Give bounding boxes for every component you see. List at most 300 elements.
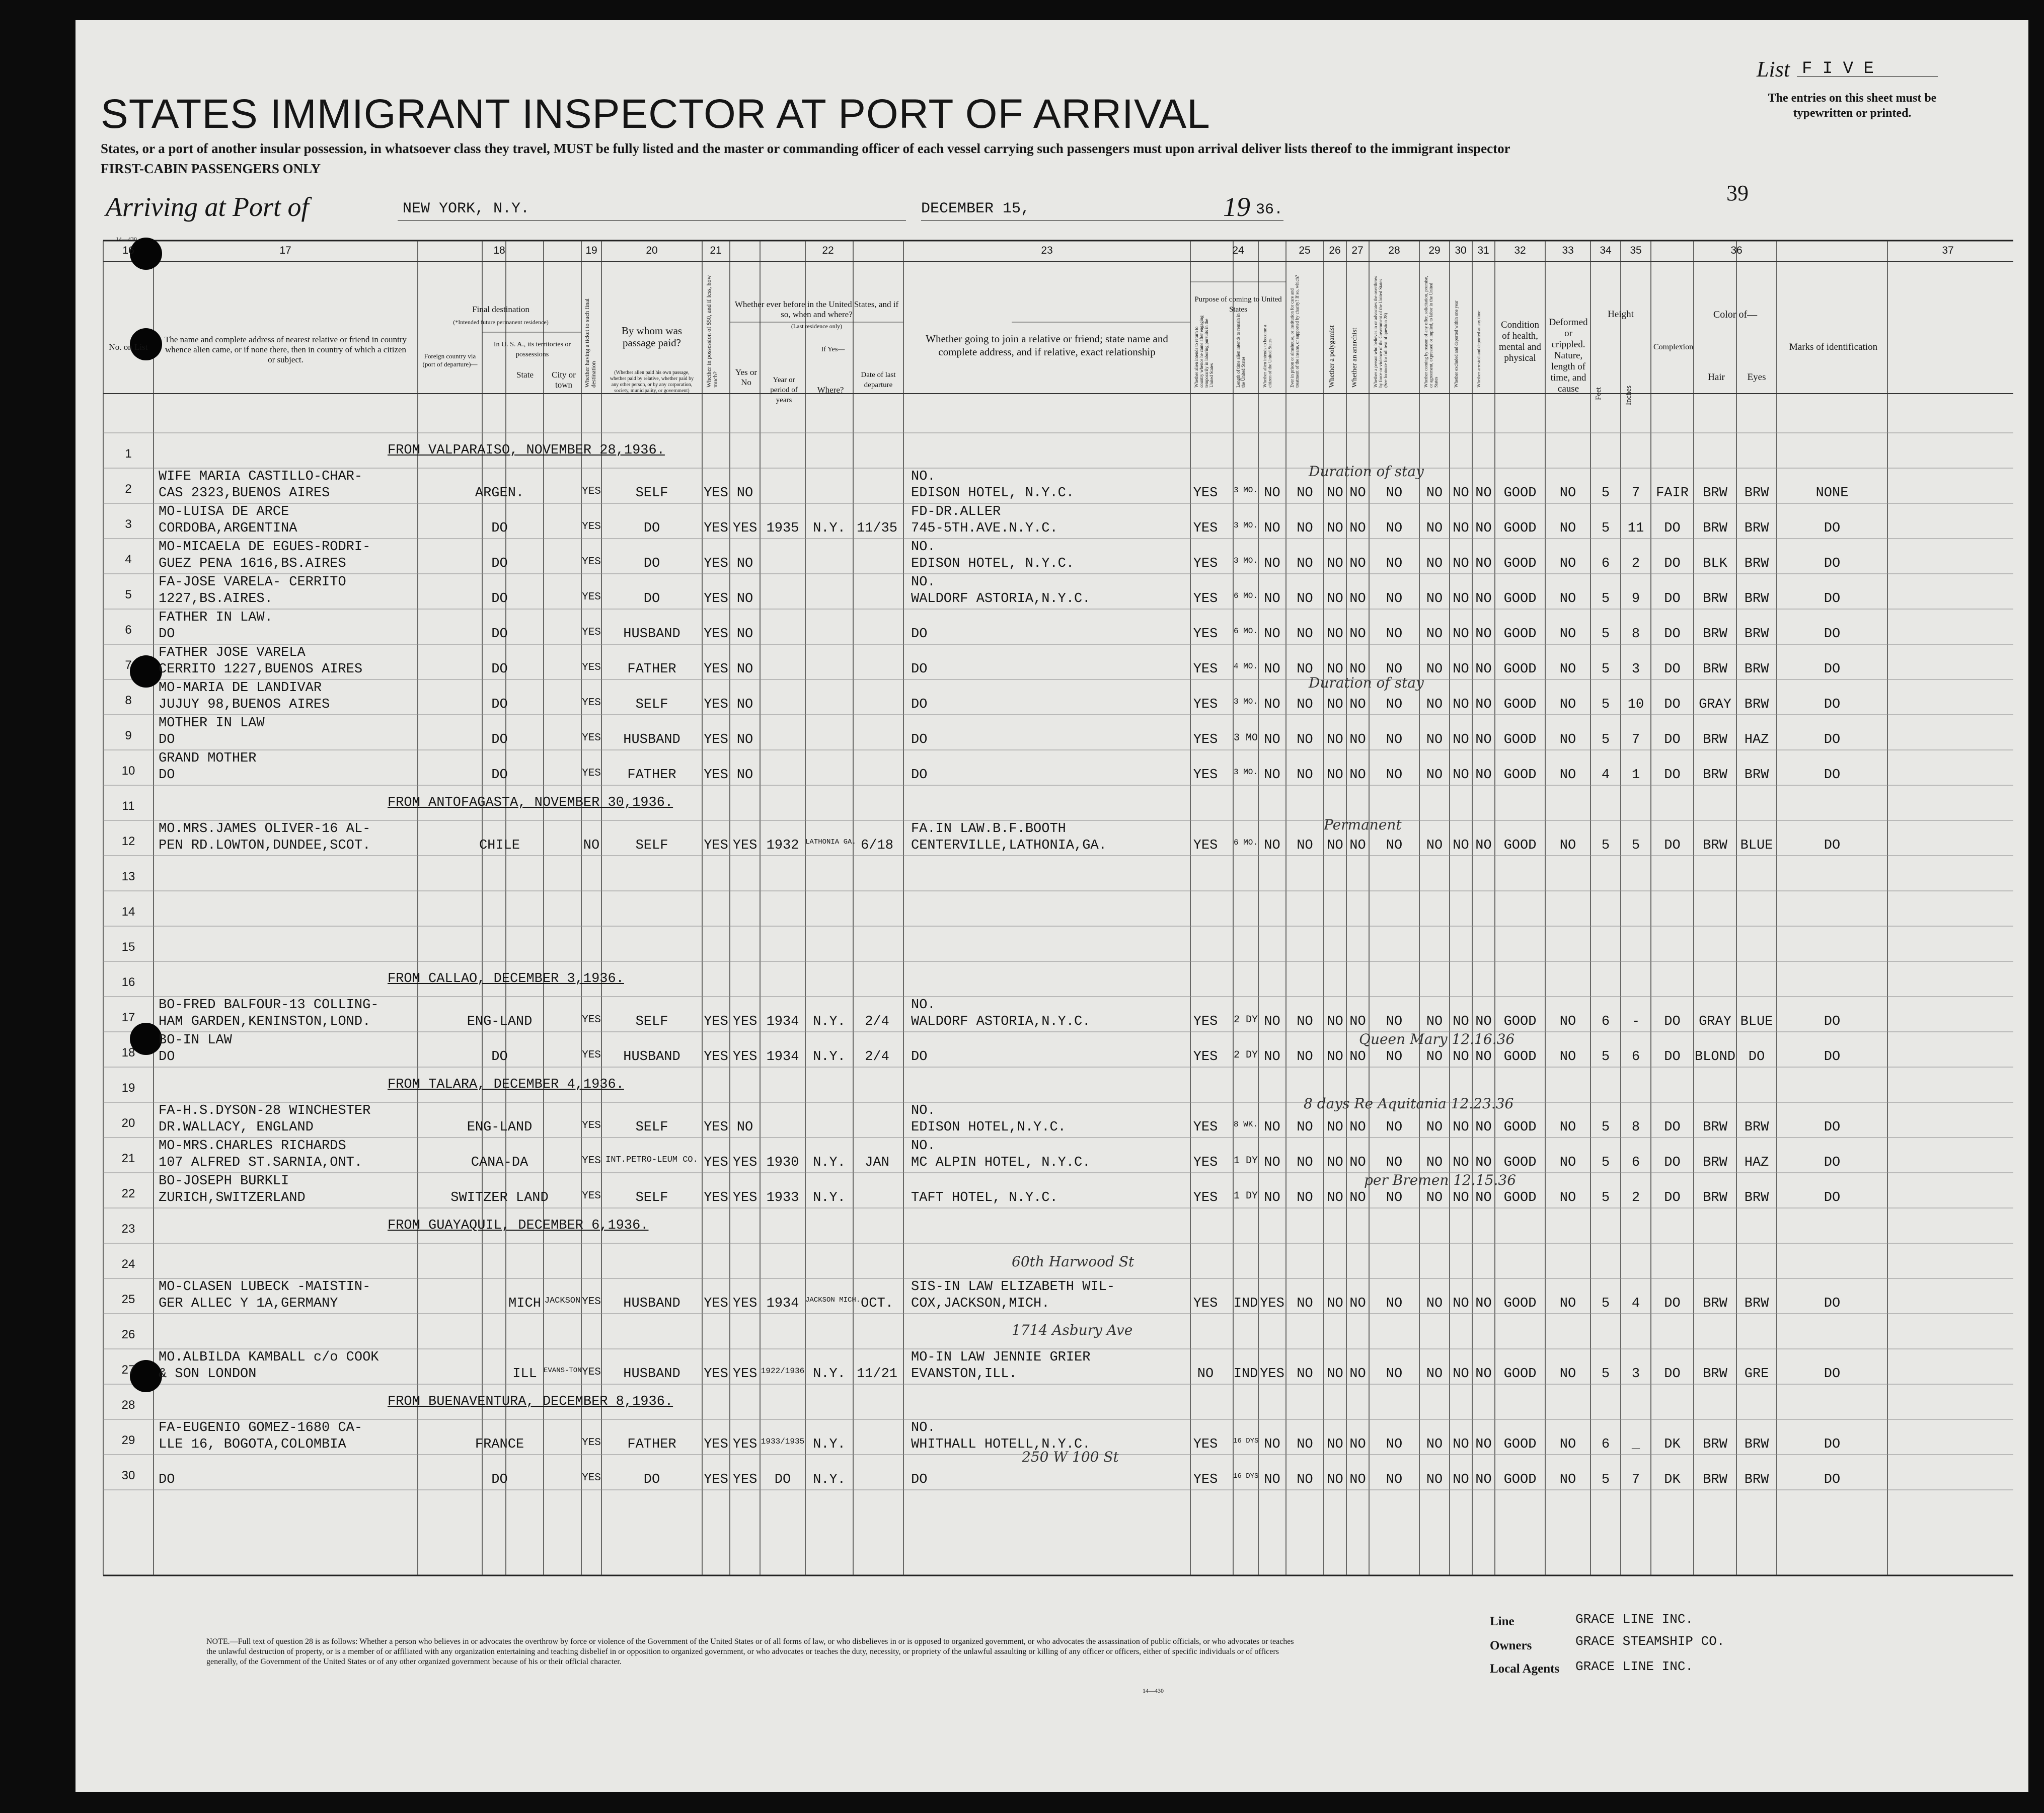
- field-c31: NO: [1475, 838, 1492, 853]
- field-c20: HUSBAND: [623, 1367, 680, 1382]
- field-c18: ENG-LAND: [467, 1014, 533, 1029]
- field-c31: NO: [1475, 521, 1492, 536]
- field-c18: CHILE: [479, 838, 520, 853]
- row-number: 25: [121, 1293, 135, 1306]
- field-c30: NO: [1453, 627, 1469, 642]
- field-c34a: 5: [1601, 521, 1610, 536]
- header-c36: Color of—: [1713, 309, 1758, 320]
- header-c18-usa: In U. S. A., its territories or possessions: [493, 341, 571, 358]
- relative-address-line1: BO-IN LAW: [159, 1033, 232, 1048]
- field-c24a: YES: [1193, 627, 1218, 642]
- field-c35: DO: [1664, 662, 1681, 677]
- field-c26: NO: [1327, 627, 1343, 642]
- field-c34a: 4: [1601, 768, 1610, 783]
- field-c27: NO: [1349, 556, 1366, 571]
- field-c33: NO: [1559, 486, 1576, 501]
- field-c20: HUSBAND: [623, 732, 680, 747]
- field-c24c: NO: [1264, 556, 1280, 571]
- line-value: GRACE LINE INC.: [1575, 1612, 1694, 1627]
- field-c27: NO: [1349, 1049, 1366, 1065]
- field-c34b: 7: [1631, 486, 1640, 501]
- header-c24-a: Whether alien intends to return to country whence he came after engaging temporarily in laboring pursuits in the United States: [1194, 315, 1214, 388]
- manifest-page: [75, 20, 2028, 1792]
- field-c24c: NO: [1264, 591, 1280, 607]
- row-number: 24: [121, 1257, 135, 1271]
- field-c26: NO: [1327, 591, 1343, 607]
- field-c24a: YES: [1193, 591, 1218, 607]
- field-c24b: 3 MO.: [1233, 697, 1258, 706]
- field-c33: NO: [1559, 768, 1576, 783]
- field-c22c: N.Y.: [813, 1014, 846, 1029]
- field-c24c: NO: [1264, 1472, 1280, 1487]
- field-c24c: NO: [1264, 1190, 1280, 1205]
- field-c24b: 3 MO.: [1233, 486, 1258, 495]
- field-c30: NO: [1453, 697, 1469, 712]
- column-number: 24: [1232, 245, 1244, 256]
- field-c19: YES: [582, 697, 601, 709]
- field-c30: NO: [1453, 1120, 1469, 1135]
- field-c24c: NO: [1264, 662, 1280, 677]
- field-c24c: NO: [1264, 1049, 1280, 1065]
- handwritten-annotation: 250 W 100 St: [1022, 1449, 1119, 1465]
- field-c36a: BRW: [1703, 768, 1727, 783]
- field-c22a: NO: [736, 556, 753, 571]
- field-c30: NO: [1453, 486, 1469, 501]
- field-c32: GOOD: [1503, 1367, 1537, 1382]
- column-number: 31: [1477, 245, 1489, 256]
- arriving-label: Arriving at Port of: [106, 192, 309, 222]
- field-c31: NO: [1475, 1155, 1492, 1170]
- field-c29: NO: [1426, 521, 1443, 536]
- field-c26: NO: [1327, 1437, 1343, 1452]
- field-c22a: NO: [736, 662, 753, 677]
- field-c36a: BRW: [1703, 1296, 1727, 1311]
- field-c24a: YES: [1193, 697, 1218, 712]
- field-c27: NO: [1349, 591, 1366, 607]
- field-c36b: BRW: [1744, 1190, 1769, 1205]
- field-c29: NO: [1426, 556, 1443, 571]
- relative-address-line2: PEN RD.LOWTON,DUNDEE,SCOT.: [159, 838, 371, 853]
- field-c33: NO: [1559, 662, 1576, 677]
- field-c28: NO: [1386, 697, 1403, 712]
- agents-value: GRACE LINE INC.: [1575, 1659, 1694, 1674]
- field-c33: NO: [1559, 521, 1576, 536]
- field-c36b: BLUE: [1740, 1014, 1773, 1029]
- relative-address-line1: FA-EUGENIO GOMEZ-1680 CA-: [159, 1420, 363, 1436]
- field-c28: NO: [1386, 1437, 1403, 1452]
- field-c32: GOOD: [1503, 1014, 1537, 1029]
- relative-address-line2: DO: [159, 1049, 175, 1065]
- field-c19: YES: [582, 1120, 601, 1131]
- row-number: 10: [121, 764, 135, 778]
- field-c22a: NO: [736, 591, 753, 607]
- row-number: 22: [121, 1187, 135, 1200]
- field-c35: DO: [1664, 556, 1681, 571]
- field-c24c: NO: [1264, 1014, 1280, 1029]
- field-c24a: YES: [1193, 1049, 1218, 1065]
- field-c18: DO: [491, 591, 508, 607]
- header-c22-date: Date of last departure: [861, 371, 896, 389]
- relative-address-line2: 107 ALFRED ST.SARNIA,ONT.: [159, 1155, 363, 1170]
- row-number: 29: [121, 1433, 135, 1447]
- field-c35: DK: [1664, 1472, 1681, 1487]
- field-c21: YES: [704, 1155, 728, 1170]
- field-c36a: BRW: [1703, 627, 1727, 642]
- header-c24-c: Whether alien intends to become a citizen of the United States: [1262, 325, 1272, 388]
- field-c33: NO: [1559, 591, 1576, 607]
- destination-contact-line2: EDISON HOTEL, N.Y.C.: [911, 486, 1075, 501]
- field-c31: NO: [1475, 662, 1492, 677]
- relative-address-line2: JUJUY 98,BUENOS AIRES: [159, 697, 330, 712]
- field-c36b: BRW: [1744, 521, 1769, 536]
- destination-contact-line2: DO: [911, 1472, 928, 1487]
- header-c22-year: Year or period of years: [770, 376, 798, 404]
- field-c32: GOOD: [1503, 1120, 1537, 1135]
- header-c34: Height: [1608, 309, 1634, 320]
- field-c25: NO: [1297, 1296, 1313, 1311]
- field-c25: NO: [1297, 838, 1313, 853]
- field-c29: NO: [1426, 1120, 1443, 1135]
- field-c27: NO: [1349, 662, 1366, 677]
- field-c30: NO: [1453, 662, 1469, 677]
- field-c22b: 1934: [766, 1296, 799, 1311]
- field-c22a: YES: [732, 838, 758, 853]
- field-c25: NO: [1297, 1120, 1313, 1135]
- field-c28: NO: [1386, 486, 1403, 501]
- field-c30: NO: [1453, 1296, 1469, 1311]
- column-number: 33: [1562, 245, 1574, 256]
- relative-address-line2: LLE 16, BOGOTA,COLOMBIA: [159, 1437, 346, 1452]
- field-c34a: 5: [1601, 1367, 1610, 1382]
- relative-address-line1: WIFE MARIA CASTILLO-CHAR-: [159, 469, 363, 484]
- column-number: 32: [1514, 245, 1526, 256]
- field-c34a: 5: [1601, 1120, 1610, 1135]
- row-number: 20: [121, 1116, 135, 1130]
- destination-contact-line2: MC ALPIN HOTEL, N.Y.C.: [911, 1155, 1091, 1170]
- field-c26: NO: [1327, 1049, 1343, 1065]
- destination-contact-line1: FD-DR.ALLER: [911, 504, 1001, 519]
- field-c20: DO: [643, 1472, 660, 1487]
- field-c25: NO: [1297, 1190, 1313, 1205]
- destination-contact-line1: MO-IN LAW JENNIE GRIER: [911, 1350, 1091, 1365]
- field-c34b: 2: [1631, 556, 1640, 571]
- field-c29: NO: [1426, 1296, 1443, 1311]
- field-c27: NO: [1349, 1367, 1366, 1382]
- field-c21: YES: [704, 627, 728, 642]
- field-c19: YES: [582, 521, 601, 533]
- field-c24b: 6 MO.: [1233, 591, 1258, 600]
- header-c20-sub: (Whether alien paid his own passage, whether paid by relative, whether paid by any other person, or by any corporation, society, municipality, or government): [610, 370, 694, 394]
- field-c37: DO: [1824, 1120, 1841, 1135]
- destination-contact-line2: WALDORF ASTORIA,N.Y.C.: [911, 1014, 1091, 1029]
- footnote-q28: NOTE.—Full text of question 28 is as follows: Whether a person who believes in or advocates the overthrow by force or violence of the Government of the United States or of all forms of law, or who disbelieves in or is opposed to organized government, or who advocates the assassination of public officials, or who advocates or teaches the unlawful destruction of property, or is a member of or affiliated with any organization entertaining and teaching disbelief in or opposition to organized government, or who advocates or teaches the duty, necessity, or propriety of the unlawful assaulting or killing of any officer or officers, either of specific individuals or of officers generally, of the Government of the United States or of any other organized government because of his or their official character.: [206, 1637, 1294, 1666]
- field-c24a: YES: [1193, 1472, 1218, 1487]
- field-c37: DO: [1824, 838, 1841, 853]
- field-c36b: HAZ: [1744, 732, 1769, 747]
- field-c24b: 3 MO: [1233, 732, 1258, 744]
- field-c30: NO: [1453, 1014, 1469, 1029]
- field-c24a: YES: [1193, 732, 1218, 747]
- destination-contact-line1: NO.: [911, 1420, 936, 1436]
- field-c33: NO: [1559, 1367, 1576, 1382]
- field-c26: NO: [1327, 662, 1343, 677]
- field-c25: NO: [1297, 556, 1313, 571]
- field-c29: NO: [1426, 768, 1443, 783]
- field-c22d: 2/4: [865, 1049, 889, 1065]
- field-c18: FRANCE: [475, 1437, 524, 1452]
- field-c37: DO: [1824, 1014, 1841, 1029]
- field-c30: NO: [1453, 1437, 1469, 1452]
- field-c36a: BRW: [1703, 1472, 1727, 1487]
- field-c24c: NO: [1264, 838, 1280, 853]
- voyage-section-heading: FROM BUENAVENTURA, DECEMBER 8,1936.: [388, 1394, 673, 1409]
- field-c27: NO: [1349, 1472, 1366, 1487]
- column-number: 16: [122, 245, 134, 256]
- field-c27: NO: [1349, 627, 1366, 642]
- field-c27: NO: [1349, 1120, 1366, 1135]
- destination-contact-line2: 745-5TH.AVE.N.Y.C.: [911, 521, 1058, 536]
- field-c33: NO: [1559, 1155, 1576, 1170]
- form-grid: [75, 20, 2028, 1792]
- field-c21: YES: [704, 1437, 728, 1452]
- field-c29: NO: [1426, 838, 1443, 853]
- field-c26: NO: [1327, 1155, 1343, 1170]
- field-c21: YES: [704, 521, 728, 536]
- column-number: 18: [493, 245, 505, 256]
- row-number: 8: [125, 694, 132, 707]
- field-c35: DO: [1664, 521, 1681, 536]
- header-c25: Ever in prison or almshouse, or institution for care and treatment of the insane, or supported by charity? If so, which?: [1290, 275, 1300, 388]
- relative-address-line1: FA-H.S.DYSON-28 WINCHESTER: [159, 1103, 371, 1118]
- field-c34b: 11: [1627, 521, 1644, 536]
- field-c22b: 1930: [766, 1155, 799, 1170]
- field-c34a: 5: [1601, 1049, 1610, 1065]
- field-c34a: 6: [1601, 1014, 1610, 1029]
- field-c19: YES: [582, 1014, 601, 1026]
- field-c22c: JACKSON MICH.: [805, 1296, 861, 1304]
- header-c20: By whom was passage paid?: [621, 325, 683, 349]
- destination-contact-line2: TAFT HOTEL, N.Y.C.: [911, 1190, 1058, 1205]
- column-number: 20: [646, 245, 658, 256]
- field-c37: DO: [1824, 697, 1841, 712]
- field-c33: NO: [1559, 556, 1576, 571]
- relative-address-line2: DO: [159, 1472, 175, 1487]
- field-c31: NO: [1475, 1014, 1492, 1029]
- header-c17: The name and complete address of nearest relative or friend in country whence alien came, or if none there, then in country of which a citizen or subject.: [165, 335, 407, 364]
- field-c18: DO: [491, 662, 508, 677]
- field-c22b: 1933: [766, 1190, 799, 1205]
- field-c25: NO: [1297, 521, 1313, 536]
- field-c18: DO: [491, 768, 508, 783]
- field-c33: NO: [1559, 697, 1576, 712]
- field-c32: GOOD: [1503, 1437, 1537, 1452]
- field-c20: FATHER: [627, 768, 676, 783]
- handwritten-annotation: Duration of stay: [1309, 674, 1424, 691]
- relative-address-line1: GRAND MOTHER: [159, 751, 257, 766]
- field-c36b: BRW: [1744, 1437, 1769, 1452]
- field-c30: NO: [1453, 1367, 1469, 1382]
- destination-contact-line1: NO.: [911, 998, 936, 1013]
- field-c27: NO: [1349, 697, 1366, 712]
- field-c32: GOOD: [1503, 591, 1537, 607]
- field-c36a: BRW: [1703, 732, 1727, 747]
- field-c24a: YES: [1193, 1014, 1218, 1029]
- field-c29: NO: [1426, 1437, 1443, 1452]
- handwritten-annotation: Duration of stay: [1309, 463, 1424, 480]
- field-c18-city: EVANS-TON: [544, 1367, 582, 1375]
- relative-address-line1: MO-CLASEN LUBECK -MAISTIN-: [159, 1279, 371, 1295]
- field-c34b: 3: [1631, 662, 1640, 677]
- destination-contact-line2: DO: [911, 1049, 928, 1065]
- field-c27: NO: [1349, 732, 1366, 747]
- header-c33: Deformed or crippled. Nature, length of time, and cause: [1549, 317, 1588, 394]
- field-c36a: BLOND: [1694, 1049, 1735, 1065]
- field-c22c: N.Y.: [813, 1049, 846, 1065]
- field-c21: YES: [704, 1472, 728, 1487]
- column-number: 25: [1299, 245, 1311, 256]
- field-c31: NO: [1475, 1367, 1492, 1382]
- field-c37: DO: [1824, 1049, 1841, 1065]
- field-c33: NO: [1559, 627, 1576, 642]
- field-c20: SELF: [635, 1190, 668, 1205]
- field-c22c: N.Y.: [813, 1472, 846, 1487]
- sheet-number: 39: [1726, 181, 1749, 205]
- field-c22a: YES: [732, 1014, 758, 1029]
- field-c28: NO: [1386, 1120, 1403, 1135]
- relative-address-line1: MO-MARIA DE LANDIVAR: [159, 681, 322, 696]
- field-c26: NO: [1327, 486, 1343, 501]
- relative-address-line2: GER ALLEC Y 1A,GERMANY: [159, 1296, 338, 1311]
- field-c26: NO: [1327, 768, 1343, 783]
- destination-contact-line2: DO: [911, 768, 928, 783]
- relative-address-line2: ZURICH,SWITZERLAND: [159, 1190, 306, 1205]
- field-c33: NO: [1559, 1296, 1576, 1311]
- field-c21: YES: [704, 768, 728, 783]
- field-c27: NO: [1349, 768, 1366, 783]
- field-c29: NO: [1426, 627, 1443, 642]
- field-c24b: 1 DY: [1233, 1155, 1258, 1167]
- field-c19: YES: [582, 1155, 601, 1167]
- field-c36b: BRW: [1744, 486, 1769, 501]
- column-number: 37: [1942, 245, 1954, 256]
- handwritten-annotation: 60th Harwood St: [1012, 1253, 1134, 1270]
- relative-address-line2: CAS 2323,BUENOS AIRES: [159, 486, 330, 501]
- field-c19: YES: [582, 768, 601, 779]
- field-c22b: DO: [774, 1472, 791, 1487]
- field-c21: YES: [704, 697, 728, 712]
- class-line: FIRST-CABIN PASSENGERS ONLY: [101, 161, 321, 176]
- field-c18: DO: [491, 732, 508, 747]
- column-number: 29: [1428, 245, 1441, 256]
- field-c26: NO: [1327, 1472, 1343, 1487]
- field-c35: FAIR: [1656, 486, 1689, 501]
- field-c24b: 3 MO.: [1233, 556, 1258, 565]
- field-c30: NO: [1453, 732, 1469, 747]
- field-c20: HUSBAND: [623, 1049, 680, 1065]
- column-number: 23: [1041, 245, 1053, 256]
- field-c22c: N.Y.: [813, 1367, 846, 1382]
- field-c37: DO: [1824, 1367, 1841, 1382]
- field-c28: NO: [1386, 768, 1403, 783]
- row-number: 12: [121, 835, 135, 848]
- field-c35: DO: [1664, 1049, 1681, 1065]
- field-c24a: YES: [1193, 838, 1218, 853]
- field-c37: DO: [1824, 521, 1841, 536]
- field-c34a: 5: [1601, 1472, 1610, 1487]
- field-c34a: 5: [1601, 697, 1610, 712]
- relative-address-line1: BO-JOSEPH BURKLI: [159, 1174, 289, 1189]
- field-c25: NO: [1297, 1472, 1313, 1487]
- field-c37: DO: [1824, 627, 1841, 642]
- field-c28: NO: [1386, 662, 1403, 677]
- relative-address-line2: CERRITO 1227,BUENOS AIRES: [159, 662, 363, 677]
- field-c19: YES: [582, 662, 601, 673]
- field-c28: NO: [1386, 627, 1403, 642]
- handwritten-annotation: 8 days Re Aquitania 12.23.36: [1304, 1095, 1514, 1112]
- field-c29: NO: [1426, 732, 1443, 747]
- field-c36b: HAZ: [1744, 1155, 1769, 1170]
- field-c22a: YES: [732, 1190, 758, 1205]
- column-number: 21: [710, 245, 722, 256]
- field-c29: NO: [1426, 1367, 1443, 1382]
- field-c37: DO: [1824, 768, 1841, 783]
- destination-contact-line1: NO.: [911, 575, 936, 590]
- field-c18: CANA-DA: [471, 1155, 528, 1170]
- row-number: 5: [125, 588, 132, 601]
- field-c26: NO: [1327, 1367, 1343, 1382]
- field-c32: GOOD: [1503, 1190, 1537, 1205]
- field-c30: NO: [1453, 556, 1469, 571]
- field-c34b: 1: [1631, 768, 1640, 783]
- field-c29: NO: [1426, 1472, 1443, 1487]
- row-number: 2: [125, 482, 132, 496]
- field-c22a: NO: [736, 486, 753, 501]
- field-c36a: BRW: [1703, 662, 1727, 677]
- field-c36a: BRW: [1703, 1155, 1727, 1170]
- field-c31: NO: [1475, 627, 1492, 642]
- relative-address-line2: DO: [159, 768, 175, 783]
- field-c21: YES: [704, 486, 728, 501]
- field-c35: DO: [1664, 697, 1681, 712]
- row-number: 9: [125, 729, 132, 742]
- field-c37: DO: [1824, 1437, 1841, 1452]
- field-c24b: 6 MO.: [1233, 627, 1258, 636]
- header-c22-where: Where?: [817, 385, 844, 395]
- field-c35: DO: [1664, 768, 1681, 783]
- field-c34b: 7: [1631, 1472, 1640, 1487]
- field-c36a: BRW: [1703, 1367, 1727, 1382]
- field-c37: DO: [1824, 1472, 1841, 1487]
- field-c22a: YES: [732, 1049, 758, 1065]
- field-c24c: NO: [1264, 732, 1280, 747]
- header-no-on-list: No. on List: [109, 342, 148, 352]
- destination-contact-line2: DO: [911, 697, 928, 712]
- destination-contact-line1: NO.: [911, 1139, 936, 1154]
- relative-address-line1: MOTHER IN LAW: [159, 716, 265, 731]
- field-c26: NO: [1327, 838, 1343, 853]
- field-c36b: BRW: [1744, 662, 1769, 677]
- relative-address-line1: MO.MRS.JAMES OLIVER-16 AL-: [159, 821, 371, 837]
- destination-contact-line2: DO: [911, 732, 928, 747]
- header-c32: Condition of health, mental and physical: [1499, 320, 1541, 363]
- field-c24a: YES: [1193, 662, 1218, 677]
- relative-address-line1: FATHER JOSE VARELA: [159, 645, 306, 660]
- field-c21: YES: [704, 1120, 728, 1135]
- field-c25: NO: [1297, 768, 1313, 783]
- field-c37: DO: [1824, 732, 1841, 747]
- field-c18: DO: [491, 556, 508, 571]
- destination-contact-line1: SIS-IN LAW ELIZABETH WIL-: [911, 1279, 1115, 1295]
